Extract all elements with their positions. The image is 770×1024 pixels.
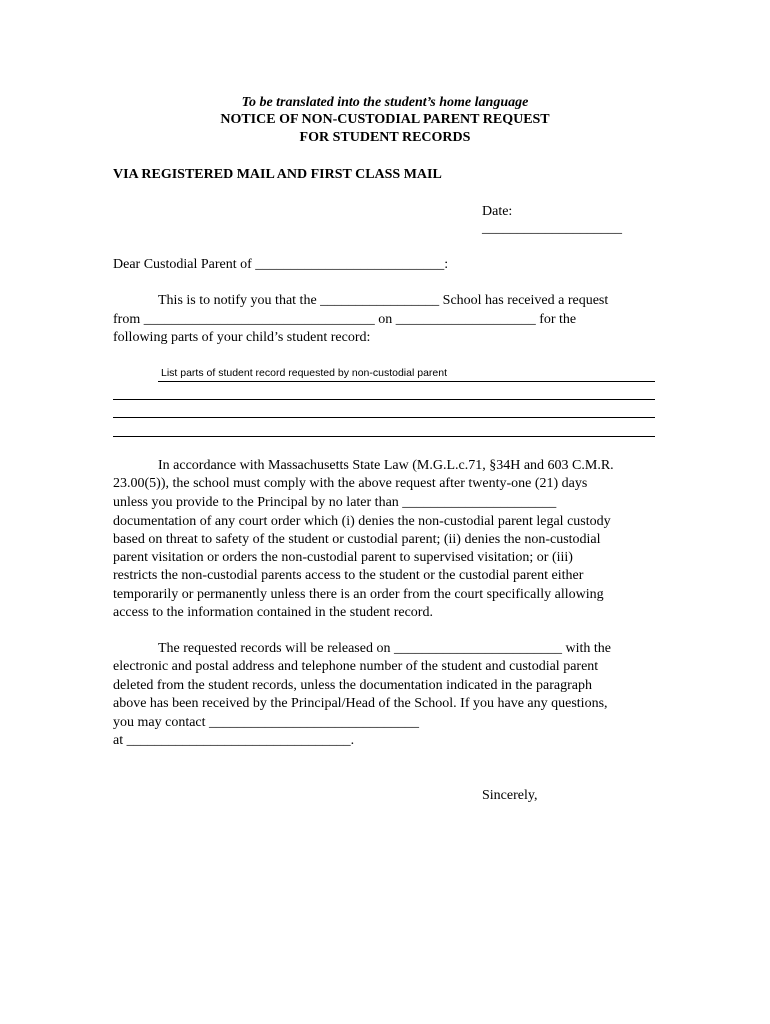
law-paragraph-line: unless you provide to the Principal by no later than ______________________ <box>113 495 557 510</box>
translation-note: To be translated into the student’s home language <box>241 95 529 110</box>
date-field[interactable]: ____________________ <box>482 221 622 236</box>
law-paragraph-line: In accordance with Massachusetts State Law (M.G.L.c.71, §34H and 603 C.M.R. <box>158 458 614 473</box>
law-paragraph-line: documentation of any court order which (i) denies the non-custodial parent legal custody <box>113 514 611 529</box>
release-paragraph-line: you may contact ______________________________ <box>113 715 420 730</box>
law-paragraph-line: restricts the non-custodial parents access to the student or the custodial parent either <box>113 568 584 583</box>
notify-line-2: from _________________________________ on ____________________ for the <box>113 312 577 327</box>
delivery-method: VIA REGISTERED MAIL AND FIRST CLASS MAIL <box>113 167 442 182</box>
date-label: Date: <box>482 204 513 219</box>
law-paragraph-line: temporarily or permanently unless there is an order from the court specifically allowing <box>113 587 604 602</box>
law-paragraph-line: 23.00(5)), the school must comply with the above request after twenty-one (21) days <box>113 476 588 491</box>
notify-line-1: This is to notify you that the _________________ School has received a request <box>158 293 609 308</box>
law-paragraph-line: access to the information contained in the student record. <box>113 605 433 620</box>
release-paragraph-line: deleted from the student records, unless the documentation indicated in the paragraph <box>113 678 592 693</box>
records-line-2[interactable] <box>113 399 655 400</box>
salutation: Dear Custodial Parent of ___________________________: <box>113 257 449 272</box>
release-paragraph-line: The requested records will be released on ________________________ with the <box>158 641 611 656</box>
release-paragraph-line: electronic and postal address and telephone number of the student and custodial parent <box>113 659 599 674</box>
notice-title-line2: FOR STUDENT RECORDS <box>299 130 471 145</box>
records-line-3[interactable] <box>113 417 655 418</box>
law-paragraph-line: parent visitation or orders the non-custodial parent to supervised visitation; or (iii) <box>113 550 573 565</box>
records-line-4[interactable] <box>113 436 655 437</box>
records-requested-label: List parts of student record requested by non-custodial parent <box>161 367 448 379</box>
law-paragraph-line: based on threat to safety of the student or custodial parent; (ii) denies the non-custodial <box>113 532 601 547</box>
notice-title-line1: NOTICE OF NON-CUSTODIAL PARENT REQUEST <box>220 112 550 127</box>
records-line-1[interactable] <box>158 381 655 382</box>
notify-line-3: following parts of your child’s student record: <box>113 330 371 345</box>
release-paragraph-line: above has been received by the Principal/Head of the School. If you have any questions, <box>113 696 608 711</box>
closing: Sincerely, <box>482 788 538 803</box>
release-paragraph-line: at ________________________________. <box>113 733 355 748</box>
